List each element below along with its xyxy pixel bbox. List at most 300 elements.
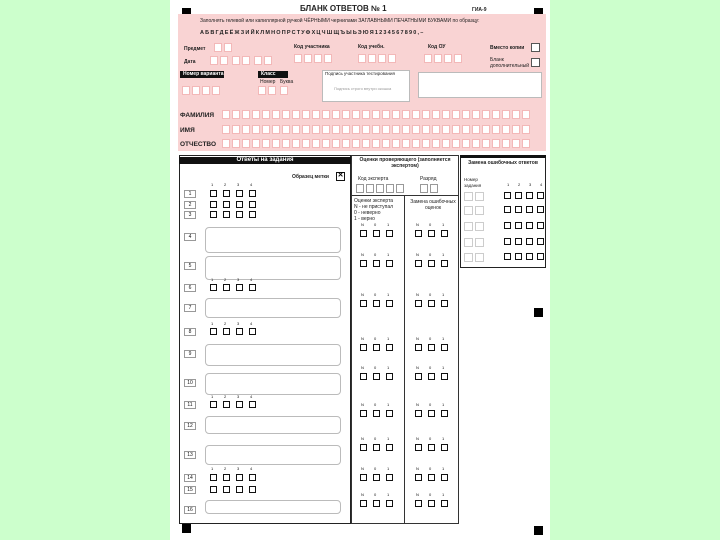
variant-cell[interactable] <box>192 86 200 95</box>
replace-checkbox[interactable] <box>515 238 522 245</box>
participant-code-label: Код участника <box>294 44 330 50</box>
score-checkbox[interactable] <box>441 260 448 267</box>
school-code-label: Код учебн. <box>358 44 385 50</box>
answer-checkbox[interactable] <box>249 401 256 408</box>
corner-marker <box>534 526 543 535</box>
score-checkbox[interactable] <box>428 260 435 267</box>
code-cell[interactable] <box>314 54 322 63</box>
replace-checkbox[interactable] <box>537 238 544 245</box>
score-checkbox[interactable] <box>441 300 448 307</box>
answer-field[interactable] <box>205 500 341 514</box>
name-letter-cell[interactable] <box>452 110 460 119</box>
score-checkbox[interactable] <box>386 410 393 417</box>
name-letter-cell[interactable] <box>272 139 280 148</box>
name-letter-cell[interactable] <box>372 125 380 134</box>
answer-checkbox[interactable] <box>236 486 243 493</box>
answer-checkbox[interactable] <box>223 474 230 481</box>
name-letter-cell[interactable] <box>492 139 500 148</box>
score-checkbox[interactable] <box>441 344 448 351</box>
name-letter-cell[interactable] <box>302 139 310 148</box>
rank-cell[interactable] <box>430 184 438 193</box>
name-letter-cell[interactable] <box>322 110 330 119</box>
name-letter-cell[interactable] <box>522 110 530 119</box>
score-checkbox[interactable] <box>386 474 393 481</box>
answer-checkbox[interactable] <box>249 328 256 335</box>
choice-label: 4 <box>250 466 253 471</box>
code-cell[interactable] <box>454 54 462 63</box>
name-letter-cell[interactable] <box>332 139 340 148</box>
legend-n: N - не приступал <box>354 204 394 210</box>
variant-cell[interactable] <box>182 86 190 95</box>
name-letter-cell[interactable] <box>252 125 260 134</box>
divider <box>404 196 405 524</box>
name-letter-cell[interactable] <box>312 110 320 119</box>
score-checkbox[interactable] <box>360 230 367 237</box>
replace-task-cell[interactable] <box>464 222 473 231</box>
replace-checkbox[interactable] <box>526 253 533 260</box>
score-checkbox[interactable] <box>386 444 393 451</box>
replace-task-cell[interactable] <box>475 192 484 201</box>
name-letter-cell[interactable] <box>222 110 230 119</box>
score-label: N <box>416 466 419 471</box>
name-letter-cell[interactable] <box>502 139 510 148</box>
answer-checkbox[interactable] <box>236 401 243 408</box>
choice-label: 1 <box>211 466 214 471</box>
name-letter-cell[interactable] <box>492 125 500 134</box>
answer-checkbox[interactable] <box>210 284 217 291</box>
name-letter-cell[interactable] <box>252 139 260 148</box>
replace-task-cell[interactable] <box>464 206 473 215</box>
answer-field[interactable] <box>205 344 341 366</box>
score-checkbox[interactable] <box>428 300 435 307</box>
answer-checkbox[interactable] <box>210 201 217 208</box>
name-letter-cell[interactable] <box>512 139 520 148</box>
answer-checkbox[interactable] <box>210 211 217 218</box>
replace-checkbox[interactable] <box>537 222 544 229</box>
replace-checkbox[interactable] <box>526 206 533 213</box>
name-letter-cell[interactable] <box>282 110 290 119</box>
name-letter-cell[interactable] <box>502 125 510 134</box>
name-letter-cell[interactable] <box>432 125 440 134</box>
score-label: 0 <box>429 222 432 227</box>
subject-cell[interactable] <box>224 43 232 52</box>
replace-checkbox[interactable] <box>515 253 522 260</box>
score-label: 0 <box>374 292 377 297</box>
name-letter-cell[interactable] <box>232 139 240 148</box>
score-label: N <box>361 436 364 441</box>
name-letter-cell[interactable] <box>292 125 300 134</box>
name-letter-cell[interactable] <box>462 125 470 134</box>
name-letter-cell[interactable] <box>382 139 390 148</box>
name-letter-cell[interactable] <box>322 125 330 134</box>
class-number-cell[interactable] <box>268 86 276 95</box>
answer-checkbox[interactable] <box>236 474 243 481</box>
score-label: N <box>361 365 364 370</box>
name-letter-cell[interactable] <box>402 110 410 119</box>
name-letter-cell[interactable] <box>242 110 250 119</box>
replace-checkbox[interactable] <box>504 253 511 260</box>
name-letter-cell[interactable] <box>452 125 460 134</box>
score-checkbox[interactable] <box>373 500 380 507</box>
date-cell[interactable] <box>254 56 262 65</box>
code-cell[interactable] <box>294 54 302 63</box>
name-letter-cell[interactable] <box>372 139 380 148</box>
rank-cell[interactable] <box>420 184 428 193</box>
score-label: 0 <box>429 365 432 370</box>
name-letter-cell[interactable] <box>382 110 390 119</box>
name-letter-cell[interactable] <box>522 139 530 148</box>
answer-checkbox[interactable] <box>236 211 243 218</box>
score-label: 1 <box>442 222 445 227</box>
answer-checkbox[interactable] <box>210 401 217 408</box>
answer-checkbox[interactable] <box>210 190 217 197</box>
form-code: ГИА-9 <box>472 7 487 13</box>
name-letter-cell[interactable] <box>322 139 330 148</box>
date-cell[interactable] <box>264 56 272 65</box>
score-checkbox[interactable] <box>373 444 380 451</box>
replace-checkbox[interactable] <box>504 206 511 213</box>
answer-checkbox[interactable] <box>236 328 243 335</box>
score-label: N <box>361 402 364 407</box>
score-checkbox[interactable] <box>441 410 448 417</box>
score-checkbox[interactable] <box>415 410 422 417</box>
code-cell[interactable] <box>444 54 452 63</box>
answer-checkbox[interactable] <box>249 211 256 218</box>
answer-checkbox[interactable] <box>236 190 243 197</box>
name-letter-cell[interactable] <box>392 139 400 148</box>
name-letter-cell[interactable] <box>502 110 510 119</box>
form-title: БЛАНК ОТВЕТОВ № 1 <box>300 4 387 13</box>
code-cell[interactable] <box>324 54 332 63</box>
replace-task-cell[interactable] <box>475 222 484 231</box>
name-letter-cell[interactable] <box>282 125 290 134</box>
class-number-cell[interactable] <box>258 86 266 95</box>
name-letter-cell[interactable] <box>442 110 450 119</box>
name-letter-cell[interactable] <box>512 125 520 134</box>
score-label: N <box>416 402 419 407</box>
replace-task-cell[interactable] <box>475 206 484 215</box>
name-letter-cell[interactable] <box>342 139 350 148</box>
name-letter-cell[interactable] <box>412 125 420 134</box>
name-letter-cell[interactable] <box>522 125 530 134</box>
code-cell[interactable] <box>368 54 376 63</box>
score-checkbox[interactable] <box>415 500 422 507</box>
name-letter-cell[interactable] <box>292 139 300 148</box>
variant-cell[interactable] <box>212 86 220 95</box>
answer-checkbox[interactable] <box>223 486 230 493</box>
score-checkbox[interactable] <box>415 373 422 380</box>
name-letter-cell[interactable] <box>472 110 480 119</box>
name-letter-cell[interactable] <box>422 125 430 134</box>
name-letter-cell[interactable] <box>422 110 430 119</box>
score-checkbox[interactable] <box>360 444 367 451</box>
name-letter-cell[interactable] <box>432 139 440 148</box>
score-checkbox[interactable] <box>373 300 380 307</box>
score-checkbox[interactable] <box>373 373 380 380</box>
sample-mark-label: Образец метки <box>292 174 329 180</box>
score-label: N <box>416 336 419 341</box>
date-cell[interactable] <box>242 56 250 65</box>
score-checkbox[interactable] <box>360 474 367 481</box>
name-letter-cell[interactable] <box>482 139 490 148</box>
name-letter-cell[interactable] <box>272 110 280 119</box>
replace-task-cell[interactable] <box>464 238 473 247</box>
answer-checkbox[interactable] <box>223 284 230 291</box>
rank-label: Разряд <box>420 176 437 182</box>
date-cell[interactable] <box>232 56 240 65</box>
date-cell[interactable] <box>210 56 218 65</box>
answer-field[interactable] <box>205 416 341 434</box>
name-letter-cell[interactable] <box>342 125 350 134</box>
name-letter-cell[interactable] <box>442 139 450 148</box>
replace-choice-label: 3 <box>529 182 532 187</box>
date-label: Дата <box>184 59 196 65</box>
name-letter-cell[interactable] <box>362 125 370 134</box>
answer-checkbox[interactable] <box>223 401 230 408</box>
choice-label: 2 <box>224 182 227 187</box>
corner-marker <box>182 524 191 533</box>
name-letter-cell[interactable] <box>312 139 320 148</box>
name-letter-cell[interactable] <box>302 125 310 134</box>
code-cell[interactable] <box>434 54 442 63</box>
replace-checkbox[interactable] <box>504 238 511 245</box>
answer-checkbox[interactable] <box>210 328 217 335</box>
score-checkbox[interactable] <box>428 444 435 451</box>
reserve-checkbox[interactable] <box>531 58 540 67</box>
code-cell[interactable] <box>304 54 312 63</box>
name-letter-cell[interactable] <box>482 125 490 134</box>
score-checkbox[interactable] <box>415 444 422 451</box>
score-checkbox[interactable] <box>415 230 422 237</box>
name-letter-cell[interactable] <box>452 139 460 148</box>
answer-field[interactable] <box>205 445 341 465</box>
answer-checkbox[interactable] <box>249 474 256 481</box>
score-checkbox[interactable] <box>441 474 448 481</box>
name-letter-cell[interactable] <box>462 139 470 148</box>
score-checkbox[interactable] <box>428 410 435 417</box>
name-letter-cell[interactable] <box>512 110 520 119</box>
score-label: 1 <box>442 336 445 341</box>
name-letter-cell[interactable] <box>442 125 450 134</box>
score-checkbox[interactable] <box>373 230 380 237</box>
replace-choice-label: 1 <box>507 182 510 187</box>
score-checkbox[interactable] <box>415 344 422 351</box>
replace-checkbox[interactable] <box>526 192 533 199</box>
replace-checkbox[interactable] <box>526 222 533 229</box>
name-letter-cell[interactable] <box>422 139 430 148</box>
name-letter-cell[interactable] <box>402 125 410 134</box>
copy-checkbox[interactable] <box>531 43 540 52</box>
name-letter-cell[interactable] <box>332 110 340 119</box>
name-letter-cell[interactable] <box>222 139 230 148</box>
score-checkbox[interactable] <box>441 500 448 507</box>
expert-code-cell[interactable] <box>386 184 394 193</box>
score-checkbox[interactable] <box>373 260 380 267</box>
answer-checkbox[interactable] <box>249 284 256 291</box>
score-checkbox[interactable] <box>386 300 393 307</box>
score-label: 0 <box>374 222 377 227</box>
name-letter-cell[interactable] <box>372 110 380 119</box>
score-checkbox[interactable] <box>415 300 422 307</box>
answer-checkbox[interactable] <box>249 201 256 208</box>
answer-field[interactable] <box>205 298 341 318</box>
score-label: 1 <box>387 222 390 227</box>
score-checkbox[interactable] <box>415 474 422 481</box>
name-letter-cell[interactable] <box>282 139 290 148</box>
score-checkbox[interactable] <box>360 260 367 267</box>
replace-task-cell[interactable] <box>464 253 473 262</box>
score-checkbox[interactable] <box>360 300 367 307</box>
replace-checkbox[interactable] <box>537 192 544 199</box>
replace-checkbox[interactable] <box>515 222 522 229</box>
reserve-field[interactable] <box>418 72 542 98</box>
name-letter-cell[interactable] <box>262 125 270 134</box>
score-label: 1 <box>387 292 390 297</box>
name-letter-cell[interactable] <box>402 139 410 148</box>
name-letter-cell[interactable] <box>312 125 320 134</box>
name-letter-cell[interactable] <box>462 110 470 119</box>
answer-checkbox[interactable] <box>223 190 230 197</box>
class-letter-cell[interactable] <box>280 86 288 95</box>
name-letter-cell[interactable] <box>292 110 300 119</box>
score-checkbox[interactable] <box>441 373 448 380</box>
variant-cell[interactable] <box>202 86 210 95</box>
task-number: 5 <box>184 262 196 270</box>
expert-code-cell[interactable] <box>366 184 374 193</box>
name-letter-cell[interactable] <box>472 125 480 134</box>
score-checkbox[interactable] <box>428 474 435 481</box>
score-label: 1 <box>442 466 445 471</box>
name-letter-cell[interactable] <box>392 110 400 119</box>
replace-checkbox[interactable] <box>504 192 511 199</box>
score-label: 0 <box>429 292 432 297</box>
replace-checkbox[interactable] <box>515 206 522 213</box>
score-checkbox[interactable] <box>428 373 435 380</box>
answers-header: Ответы на задания <box>179 157 351 164</box>
name-letter-cell[interactable] <box>272 125 280 134</box>
answer-field[interactable] <box>205 373 341 395</box>
score-label: N <box>361 292 364 297</box>
name-letter-cell[interactable] <box>302 110 310 119</box>
code-cell[interactable] <box>378 54 386 63</box>
name-letter-cell[interactable] <box>352 110 360 119</box>
replace-checkbox[interactable] <box>515 192 522 199</box>
answer-checkbox[interactable] <box>223 328 230 335</box>
score-checkbox[interactable] <box>415 260 422 267</box>
name-letter-cell[interactable] <box>362 110 370 119</box>
score-label: 1 <box>387 365 390 370</box>
score-label: 0 <box>374 466 377 471</box>
score-checkbox[interactable] <box>360 344 367 351</box>
choice-label: 2 <box>224 394 227 399</box>
subject-cell[interactable] <box>214 43 222 52</box>
name-letter-cell[interactable] <box>472 139 480 148</box>
score-checkbox[interactable] <box>360 410 367 417</box>
name-letter-cell[interactable] <box>342 110 350 119</box>
score-checkbox[interactable] <box>360 373 367 380</box>
name-letter-cell[interactable] <box>352 139 360 148</box>
task-number: 12 <box>184 422 196 430</box>
name-letter-cell[interactable] <box>232 125 240 134</box>
task-number: 2 <box>184 201 196 209</box>
answer-checkbox[interactable] <box>223 201 230 208</box>
choice-label: 3 <box>237 277 240 282</box>
name-letter-cell[interactable] <box>362 139 370 148</box>
name-letter-cell[interactable] <box>252 110 260 119</box>
score-label: 1 <box>387 336 390 341</box>
replace-checkbox[interactable] <box>537 206 544 213</box>
code-cell[interactable] <box>358 54 366 63</box>
instruction-text: Заполнять гелевой или капиллярной ручкой ЧЁРНЫМИ чернилами ЗАГЛАВНЫМИ ПЕЧАТНЫМИ БУКВАМИ по образцу: <box>200 18 480 24</box>
name-letter-cell[interactable] <box>232 110 240 119</box>
score-checkbox[interactable] <box>360 500 367 507</box>
name-letter-cell[interactable] <box>492 110 500 119</box>
name-letter-cell[interactable] <box>412 110 420 119</box>
answer-checkbox[interactable] <box>236 284 243 291</box>
score-checkbox[interactable] <box>441 444 448 451</box>
score-checkbox[interactable] <box>373 474 380 481</box>
name-letter-cell[interactable] <box>482 110 490 119</box>
code-cell[interactable] <box>388 54 396 63</box>
replace-task-cell[interactable] <box>475 253 484 262</box>
answer-checkbox[interactable] <box>210 486 217 493</box>
date-cell[interactable] <box>220 56 228 65</box>
expert-code-cell[interactable] <box>356 184 364 193</box>
score-checkbox[interactable] <box>428 500 435 507</box>
name-letter-cell[interactable] <box>262 110 270 119</box>
score-checkbox[interactable] <box>441 230 448 237</box>
score-checkbox[interactable] <box>428 230 435 237</box>
score-checkbox[interactable] <box>386 230 393 237</box>
name-letter-cell[interactable] <box>382 125 390 134</box>
score-checkbox[interactable] <box>386 373 393 380</box>
expert-code-cell[interactable] <box>396 184 404 193</box>
answer-checkbox[interactable] <box>249 486 256 493</box>
replace-checkbox[interactable] <box>526 238 533 245</box>
expert-code-cell[interactable] <box>376 184 384 193</box>
score-checkbox[interactable] <box>373 344 380 351</box>
answer-checkbox[interactable] <box>249 190 256 197</box>
replace-checkbox[interactable] <box>537 253 544 260</box>
name-letter-cell[interactable] <box>412 139 420 148</box>
score-checkbox[interactable] <box>386 344 393 351</box>
name-letter-cell[interactable] <box>242 125 250 134</box>
name-letter-cell[interactable] <box>242 139 250 148</box>
score-checkbox[interactable] <box>386 260 393 267</box>
signature-note: Подпись строго внутри окошка <box>334 86 392 91</box>
score-checkbox[interactable] <box>373 410 380 417</box>
replace-checkbox[interactable] <box>504 222 511 229</box>
choice-label: 3 <box>237 182 240 187</box>
sample-mark-icon: ✕ <box>337 172 344 179</box>
name-letter-cell[interactable] <box>352 125 360 134</box>
answer-checkbox[interactable] <box>210 474 217 481</box>
score-label: N <box>416 436 419 441</box>
score-checkbox[interactable] <box>386 500 393 507</box>
replace-task-cell[interactable] <box>464 192 473 201</box>
name-letter-cell[interactable] <box>222 125 230 134</box>
answer-checkbox[interactable] <box>223 211 230 218</box>
replace-task-cell[interactable] <box>475 238 484 247</box>
name-letter-cell[interactable] <box>332 125 340 134</box>
score-checkbox[interactable] <box>428 344 435 351</box>
name-letter-cell[interactable] <box>392 125 400 134</box>
answer-checkbox[interactable] <box>236 201 243 208</box>
name-letter-cell[interactable] <box>432 110 440 119</box>
name-letter-cell[interactable] <box>262 139 270 148</box>
answer-field[interactable] <box>205 227 341 253</box>
code-cell[interactable] <box>424 54 432 63</box>
